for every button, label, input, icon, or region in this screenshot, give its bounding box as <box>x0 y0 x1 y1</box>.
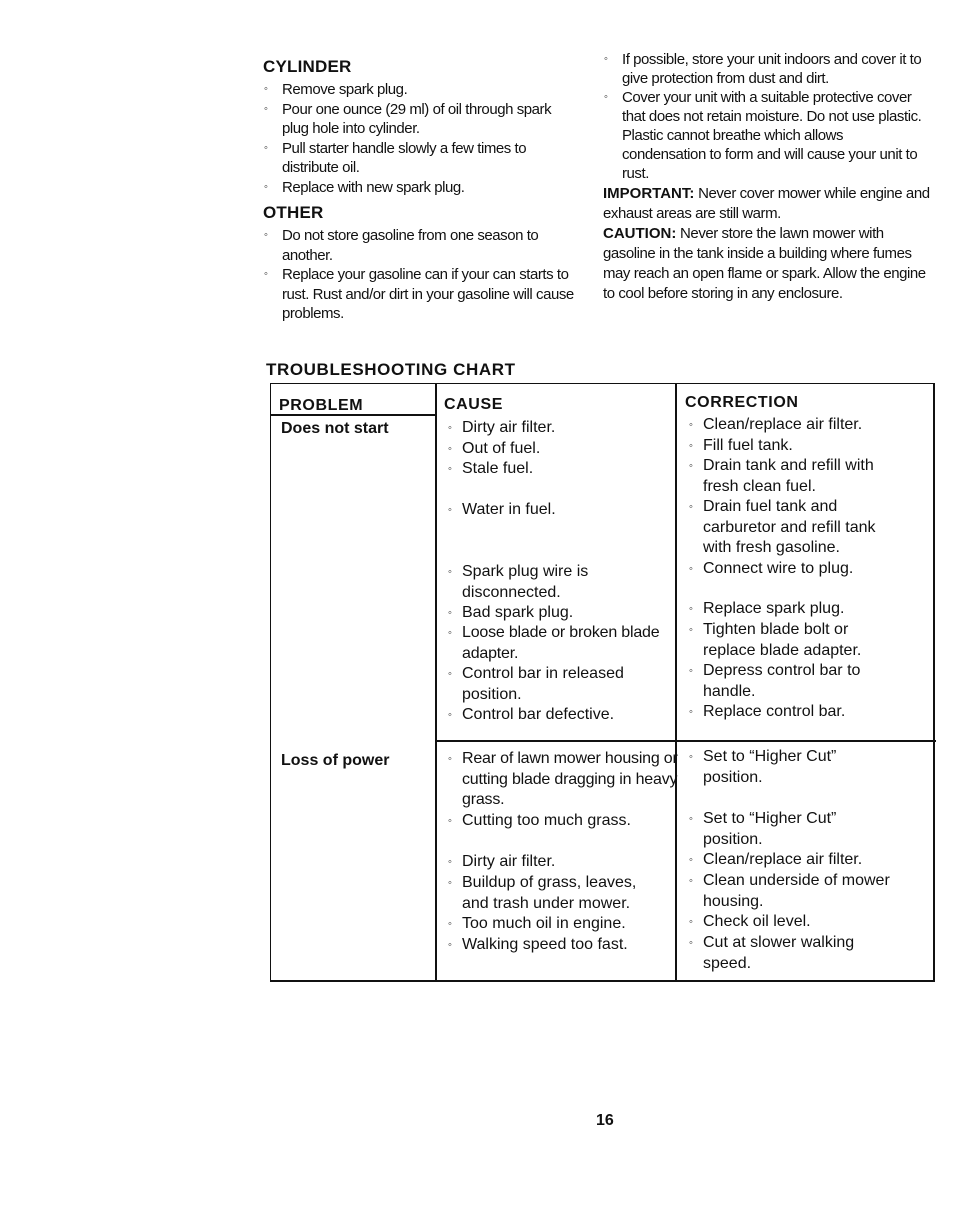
list-item: ◦ Rear of lawn mower housing or cutting blade dragging in heavy grass. <box>448 749 680 811</box>
list-item: ◦ Set to “Higher Cut” position. <box>689 809 854 850</box>
column-divider <box>435 384 437 980</box>
header-problem: PROBLEM <box>279 397 364 414</box>
right-column <box>603 50 933 304</box>
list-item: ◦ Buildup of grass, leaves, and trash under mower. <box>448 873 658 914</box>
page-number: 16 <box>596 1112 614 1129</box>
list-item: ◦ Drain fuel tank and carburetor and refill tank with fresh gasoline. <box>689 497 889 559</box>
list-item: ◦ Check oil level. <box>689 912 929 933</box>
list-item: ◦ Replace control bar. <box>689 702 929 723</box>
list-item: ◦ Dirty air filter. <box>448 852 688 873</box>
other-list <box>263 226 583 324</box>
list-item: ◦ Fill fuel tank. <box>689 436 929 457</box>
row-divider <box>436 740 936 742</box>
list-item: ◦ Pour one ounce (29 ml) of oil through spark plug hole into cylinder. <box>263 100 572 139</box>
list-item: ◦ Drain tank and refill with fresh clean fuel. <box>689 456 899 497</box>
list-item: ◦ If possible, store your unit indoors and cover it to give protection from dust and dirt. <box>603 50 922 88</box>
list-item: ◦ Remove spark plug. <box>263 80 583 100</box>
list-item: ◦ Dirty air filter. <box>448 418 688 439</box>
troubleshooting-table <box>270 383 935 982</box>
list-item: ◦ Spark plug wire is disconnected. <box>448 562 618 603</box>
list-item: ◦ Pull starter handle slowly a few times to distribute oil. <box>263 139 577 178</box>
list-item: ◦ Replace spark plug. <box>689 599 929 620</box>
caution-label: CAUTION: <box>603 225 677 242</box>
important-text: Never cover mower while engine and exhaust areas are still warm. <box>603 185 930 222</box>
list-item: ◦ Stale fuel. <box>448 459 688 480</box>
list-item: ◦ Depress control bar to handle. <box>689 661 874 702</box>
list-item: ◦ Water in fuel. <box>448 500 688 521</box>
chart-title: TROUBLESHOOTING CHART <box>266 360 516 379</box>
header-correction: CORRECTION <box>685 394 799 411</box>
caution-text: Never store the lawn mower with gasoline in the tank inside a building where fumes may reach an open flame or spark. Allow the engine to cool before storing in any enclosure. <box>603 225 926 302</box>
cylinder-heading: CYLINDER <box>263 57 352 76</box>
list-item: ◦ Clean/replace air filter. <box>689 850 929 871</box>
list-item: ◦ Cut at slower walking speed. <box>689 933 879 974</box>
list-item: ◦ Connect wire to plug. <box>689 559 929 580</box>
header-cause: CAUSE <box>444 396 504 413</box>
important-label: IMPORTANT: <box>603 185 695 202</box>
list-item: ◦ Do not store gasoline from one season to another. <box>263 226 572 265</box>
list-item: ◦ Clean/replace air filter. <box>689 415 929 436</box>
list-item: ◦ Cutting too much grass. <box>448 811 688 832</box>
list-item: ◦ Out of fuel. <box>448 439 688 460</box>
list-item: ◦ Walking speed too fast. <box>448 935 688 956</box>
list-item: ◦ Bad spark plug. <box>448 603 688 624</box>
other-heading: OTHER <box>263 203 324 222</box>
left-column <box>263 56 583 324</box>
cylinder-list <box>263 80 583 197</box>
important-note <box>603 184 933 224</box>
list-item: ◦ Control bar in released position. <box>448 664 648 705</box>
list-item: ◦ Set to “Higher Cut” position. <box>689 747 854 788</box>
list-item: ◦ Loose blade or broken blade adapter. <box>448 623 680 664</box>
problem-cell: Loss of power <box>281 752 390 769</box>
list-item: ◦ Cover your unit with a suitable protective cover that does not retain moisture. Do not use plastic. Plastic cannot breathe which allows condensation to form and will cause your unit to rust. <box>603 88 922 183</box>
problem-cell: Does not start <box>281 420 389 437</box>
list-item: ◦ Replace with new spark plug. <box>263 178 583 198</box>
list-item: ◦ Clean underside of mower housing. <box>689 871 914 912</box>
list-item: ◦ Control bar defective. <box>448 705 688 726</box>
caution-note <box>603 224 933 304</box>
list-item: ◦ Replace your gasoline can if your can starts to rust. Rust and/or dirt in your gasoline will cause problems. <box>263 265 582 324</box>
list-item: ◦ Too much oil in engine. <box>448 914 688 935</box>
list-item: ◦ Tighten blade bolt or replace blade adapter. <box>689 620 889 661</box>
storage-list <box>603 50 933 183</box>
